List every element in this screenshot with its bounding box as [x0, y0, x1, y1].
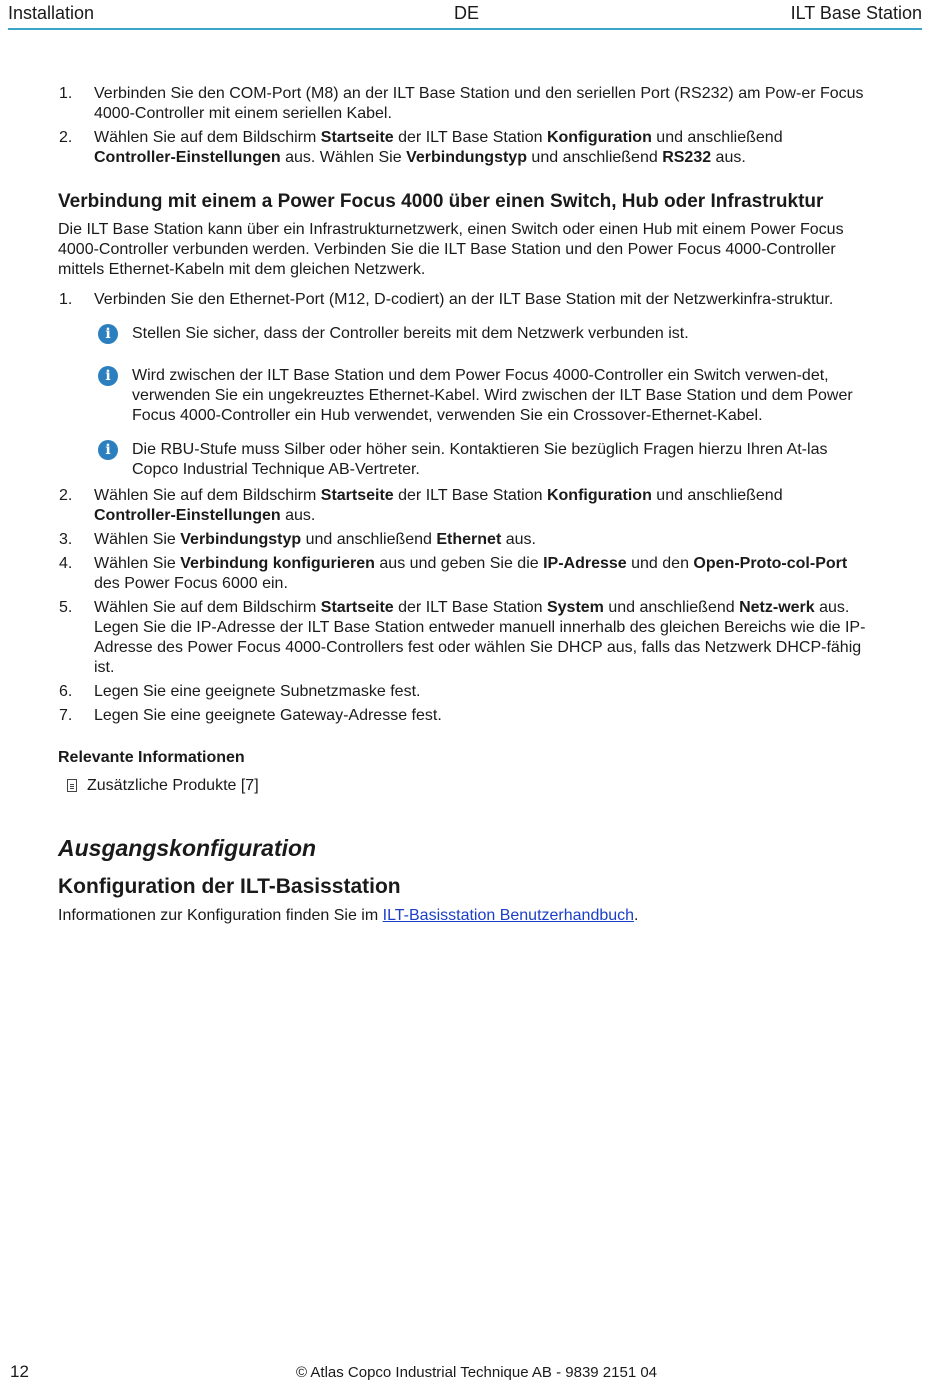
list-text: [94, 486, 868, 526]
bold-term: Konfiguration: [546, 487, 652, 504]
text-run: und anschließend: [301, 531, 437, 548]
list-number: 5.: [59, 599, 73, 616]
page-header: [8, 0, 922, 30]
text-run: Legen Sie eine geeignete Gateway-Adresse fest.: [94, 707, 442, 724]
config-text: [58, 906, 868, 926]
document-icon: [67, 779, 77, 792]
list-text: [94, 682, 868, 702]
list-item: [58, 682, 868, 702]
related-link-text[interactable]: Zusätzliche Produkte [7]: [87, 777, 259, 794]
text-run: und anschließend: [526, 149, 663, 166]
step-list: [58, 486, 868, 726]
list-number: 4.: [59, 555, 73, 572]
bold-term: Verbindungstyp: [406, 149, 527, 166]
config-text-after: .: [634, 907, 639, 924]
list-text: [94, 554, 868, 594]
list-text: [94, 598, 868, 618]
config-subtitle: Konfiguration der ILT-Basisstation: [58, 875, 401, 898]
bold-term: Startseite: [320, 487, 394, 504]
note-text: Stellen Sie sicher, dass der Controller bereits mit dem Netzwerk verbunden ist.: [132, 325, 689, 342]
bold-term: Konfiguration: [546, 129, 652, 146]
text-run: und anschließend: [651, 487, 783, 504]
page-content: [58, 84, 868, 926]
info-note: [58, 324, 868, 344]
text-run: und anschließend: [651, 129, 783, 146]
bold-term: Verbindungstyp: [180, 531, 302, 548]
header-product: ILT Base Station: [790, 3, 922, 23]
text-run: und den: [626, 555, 694, 572]
text-run: Wählen Sie auf dem Bildschirm: [94, 129, 321, 146]
list-number: 2.: [59, 129, 73, 146]
info-icon: i: [98, 324, 118, 344]
bold-term: Open-Proto-col-Port: [693, 555, 848, 572]
list-item: [58, 290, 868, 310]
bold-term: Verbindung konfigurieren: [180, 555, 375, 572]
config-text-before: Informationen zur Konfiguration finden Sie im: [58, 907, 383, 924]
user-manual-link[interactable]: ILT-Basisstation Benutzerhandbuch: [382, 907, 635, 924]
text-run: Wählen Sie auf dem Bildschirm: [94, 487, 321, 504]
text-run: des Power Focus 6000 ein.: [94, 575, 288, 592]
text-run: der ILT Base Station: [393, 487, 547, 504]
list-item: [58, 530, 868, 550]
list-extra-text: Legen Sie die IP-Adresse der ILT Base Station entweder manuell innerhalb des gleichen Bereichs wie die IP-Adresse des Power Focus 4000-Controllers fest oder wählen Sie DHCP aus, falls das Netzwerk DHCP-fähig ist.: [94, 619, 866, 676]
note-text: Wird zwischen der ILT Base Station und dem Power Focus 4000-Controller ein Switch verwen-det, verwenden Sie ein ungekreuztes Ethernet-Kabel. Wird zwischen der ILT Base Station und dem Power Focus 4000-Controller ein Hub verwendet, verwenden Sie ein Crossover-Ethernet-Kabel.: [132, 367, 853, 424]
bold-term: System: [546, 599, 604, 616]
text-run: Legen Sie eine geeignete Subnetzmaske fest.: [94, 683, 421, 700]
first-step-list: [58, 84, 868, 168]
info-note: [58, 440, 868, 480]
bold-term: Controller-Einstellungen: [94, 149, 281, 166]
list-item: [58, 598, 868, 678]
bold-term: RS232: [662, 149, 712, 166]
text-run: aus.: [814, 599, 850, 616]
list-number: 7.: [59, 707, 73, 724]
list-text: Verbinden Sie den Ethernet-Port (M12, D-codiert) an der ILT Base Station mit der Netzwerkinfra-struktur.: [94, 291, 834, 308]
list-text: [94, 530, 868, 550]
config-title: Ausgangskonfiguration: [58, 835, 317, 861]
list-item: [58, 554, 868, 594]
text-run: aus und geben Sie die: [374, 555, 544, 572]
info-icon: i: [98, 366, 118, 386]
text-run: aus. Wählen Sie: [280, 149, 407, 166]
text-run: und anschließend: [603, 599, 740, 616]
section-intro: Die ILT Base Station kann über ein Infrastrukturnetzwerk, einen Switch oder einen Hub mit einem Power Focus 4000-Controller verbunden werden. Verbinden Sie die ILT Base Station und den Power Focus 4000-Controller mittels Ethernet-Kabeln mit dem gleichen Netzwerk.: [58, 221, 844, 278]
list-item: [58, 706, 868, 726]
info-icon: i: [98, 440, 118, 460]
related-link[interactable]: [58, 776, 868, 796]
text-run: aus.: [711, 149, 746, 166]
text-run: aus.: [280, 507, 316, 524]
list-text: [94, 128, 868, 168]
text-run: Wählen Sie: [94, 555, 181, 572]
list-number: 3.: [59, 531, 73, 548]
text-run: Wählen Sie: [94, 531, 181, 548]
related-info-title: Relevante Informationen: [58, 749, 245, 766]
list-number: 1.: [59, 85, 73, 102]
section-heading: Verbindung mit einem a Power Focus 4000 über einen Switch, Hub oder Infrastruktur: [58, 191, 824, 212]
list-number: 2.: [59, 487, 73, 504]
bold-term: Controller-Einstellungen: [94, 507, 281, 524]
note-text: Die RBU-Stufe muss Silber oder höher sein. Kontaktieren Sie bezüglich Fragen hierzu Ihren At-las Copco Industrial Technique AB-Vertreter.: [132, 441, 828, 478]
bold-term: IP-Adresse: [543, 555, 627, 572]
text-run: Verbinden Sie den COM-Port (M8) an der ILT Base Station und den seriellen Port (RS232) am Pow-er Focus 4000-Controller mit einem seriellen Kabel.: [94, 85, 864, 122]
list-number: 6.: [59, 683, 73, 700]
text-run: Wählen Sie auf dem Bildschirm: [94, 599, 321, 616]
text-run: der ILT Base Station: [393, 599, 547, 616]
list-number: 1.: [59, 291, 73, 308]
text-run: aus.: [501, 531, 536, 548]
copyright-text: © Atlas Copco Industrial Technique AB - 9839 2151 04: [296, 1364, 658, 1381]
header-chapter: Installation: [8, 3, 95, 23]
list-text: [94, 706, 868, 726]
header-language: DE: [454, 3, 480, 23]
bold-term: Ethernet: [436, 531, 502, 548]
text-run: der ILT Base Station: [393, 129, 547, 146]
page-number: 12: [10, 1362, 29, 1381]
list-item: [58, 128, 868, 168]
info-note: [58, 366, 868, 426]
list-item: [58, 84, 868, 124]
list-item: [58, 486, 868, 526]
bold-term: Netz-werk: [739, 599, 815, 616]
bold-term: Startseite: [320, 129, 394, 146]
bold-term: Startseite: [320, 599, 394, 616]
list-text: [94, 84, 868, 124]
